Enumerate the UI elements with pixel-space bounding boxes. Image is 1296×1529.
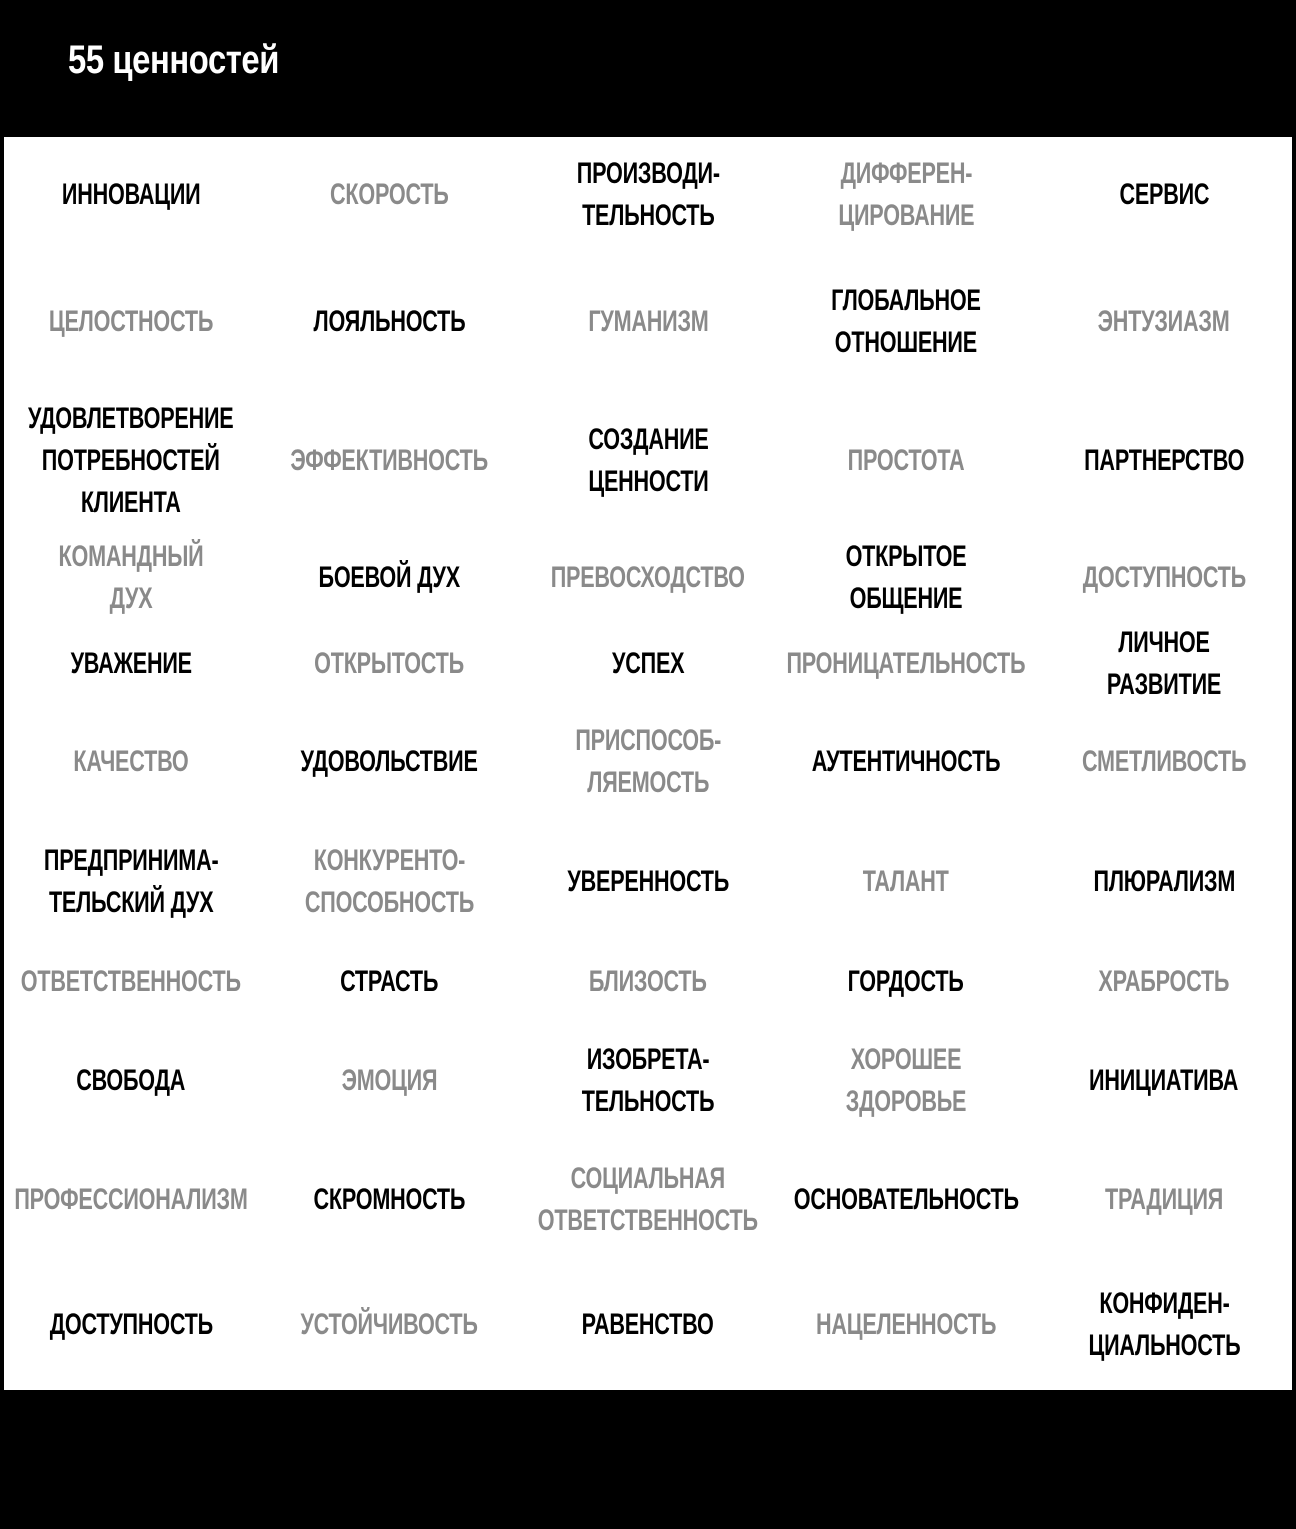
value-cell — [2, 1259, 260, 1390]
value-cell — [260, 625, 518, 703]
value-cell — [1035, 821, 1293, 943]
value-cell — [777, 625, 1035, 703]
value-cell — [1035, 1141, 1293, 1259]
value-cell — [777, 943, 1035, 1021]
value-label: ОТКРЫТОСТЬ — [314, 647, 464, 680]
value-label: СКРОМНОСТЬ — [313, 1183, 465, 1216]
value-cell — [1035, 137, 1293, 253]
value-cell — [777, 137, 1035, 253]
values-grid — [4, 137, 1292, 1390]
value-label: УВАЖЕНИЕ — [70, 647, 192, 680]
value-label: КОНКУРЕНТО- СПОСОБНОСТЬ — [304, 844, 474, 919]
value-label: ОСНОВАТЕЛЬНОСТЬ — [793, 1183, 1019, 1216]
value-label: ЭНТУЗИАЗМ — [1098, 305, 1230, 338]
value-label: ИЗОБРЕТА- ТЕЛЬНОСТЬ — [581, 1043, 715, 1118]
value-cell — [519, 703, 777, 821]
value-cell — [519, 1259, 777, 1390]
value-cell — [260, 1141, 518, 1259]
value-label: ХОРОШЕЕ ЗДОРОВЬЕ — [845, 1043, 967, 1118]
value-label: ИННОВАЦИИ — [61, 178, 201, 211]
value-cell — [260, 137, 518, 253]
value-cell — [260, 1021, 518, 1141]
value-label: СТРАСТЬ — [339, 965, 439, 998]
value-cell — [777, 1021, 1035, 1141]
value-label: ГЛОБАЛЬНОЕ ОТНОШЕНИЕ — [831, 284, 981, 359]
value-label: ЛОЯЛЬНОСТЬ — [313, 305, 465, 338]
value-label: ПАРТНЕРСТВО — [1083, 444, 1245, 477]
value-cell — [777, 531, 1035, 625]
value-label: НАЦЕЛЕННОСТЬ — [815, 1307, 997, 1341]
value-label: ИНИЦИАТИВА — [1089, 1064, 1239, 1097]
value-cell — [777, 703, 1035, 821]
value-cell — [519, 943, 777, 1021]
value-cell — [2, 703, 260, 821]
value-label: ТРАДИЦИЯ — [1104, 1183, 1224, 1216]
value-label: ЛИЧНОЕ РАЗВИТИЕ — [1106, 626, 1222, 701]
value-label: ПРОФЕССИОНАЛИЗМ — [14, 1183, 248, 1216]
value-label: СОЗДАНИЕ ЦЕННОСТИ — [587, 423, 709, 498]
value-label: ОТВЕТСТВЕННОСТЬ — [20, 965, 242, 998]
value-cell — [1035, 943, 1293, 1021]
value-label: СКОРОСТЬ — [329, 178, 449, 211]
value-cell — [519, 531, 777, 625]
value-cell — [777, 821, 1035, 943]
value-cell — [1035, 253, 1293, 391]
value-label: КАЧЕСТВО — [73, 745, 189, 778]
value-cell — [260, 943, 518, 1021]
value-label: БОЕВОЙ ДУХ — [318, 561, 460, 594]
value-label: ЭМОЦИЯ — [341, 1064, 437, 1097]
value-label: ПЛЮРАЛИЗМ — [1093, 865, 1235, 898]
value-cell — [2, 1021, 260, 1141]
value-label: ТАЛАНТ — [863, 865, 949, 898]
value-label: ПРЕВОСХОДСТВО — [550, 561, 746, 594]
value-cell — [777, 391, 1035, 531]
value-cell — [1035, 1259, 1293, 1390]
value-cell — [777, 1141, 1035, 1259]
page-title: 55 ценностей — [68, 38, 280, 82]
value-label: ЦЕЛОСТНОСТЬ — [48, 305, 214, 338]
value-cell — [519, 253, 777, 391]
value-label: ДОСТУПНОСТЬ — [49, 1307, 213, 1341]
footer-bar — [0, 1390, 1296, 1529]
value-cell — [2, 821, 260, 943]
value-cell — [260, 531, 518, 625]
value-label: УВЕРЕННОСТЬ — [567, 865, 729, 898]
value-cell — [2, 625, 260, 703]
value-label: СОЦИАЛЬНАЯ ОТВЕТСТВЕННОСТЬ — [537, 1162, 759, 1237]
value-label: ХРАБРОСТЬ — [1098, 965, 1230, 998]
value-label: СМЕТЛИВОСТЬ — [1081, 745, 1247, 778]
value-cell — [2, 253, 260, 391]
value-cell — [519, 137, 777, 253]
value-label: ГОРДОСТЬ — [847, 965, 965, 998]
value-label: ПРОСТОТА — [847, 444, 965, 477]
value-cell — [260, 391, 518, 531]
value-label: УСПЕХ — [611, 647, 685, 680]
value-label: ПРИСПОСОБ- ЛЯЕМОСТЬ — [575, 724, 721, 799]
value-label: УДОВОЛЬСТВИЕ — [300, 745, 478, 778]
value-label: АУТЕНТИЧНОСТЬ — [811, 745, 1001, 778]
value-cell — [519, 1021, 777, 1141]
value-cell — [260, 821, 518, 943]
value-cell — [519, 391, 777, 531]
value-label: УСТОЙЧИВОСТЬ — [300, 1307, 478, 1341]
value-label: БЛИЗОСТЬ — [589, 965, 707, 998]
value-label: ГУМАНИЗМ — [587, 305, 709, 338]
value-cell — [1035, 1021, 1293, 1141]
value-label: ПРОИЗВОДИ- ТЕЛЬНОСТЬ — [576, 157, 720, 232]
value-cell — [777, 1259, 1035, 1390]
value-cell — [2, 943, 260, 1021]
value-cell — [777, 253, 1035, 391]
value-label: СЕРВИС — [1119, 178, 1209, 211]
value-label: ЭФФЕКТИВНОСТЬ — [290, 444, 488, 477]
value-cell — [1035, 625, 1293, 703]
value-cell — [260, 703, 518, 821]
value-cell — [2, 391, 260, 531]
value-label: ДИФФЕРЕН- ЦИРОВАНИЕ — [838, 157, 974, 232]
header-bar — [0, 0, 1296, 137]
value-cell — [519, 625, 777, 703]
value-cell — [2, 137, 260, 253]
value-cell — [1035, 391, 1293, 531]
value-cell — [1035, 703, 1293, 821]
value-label: УДОВЛЕТВОРЕНИЕ ПОТРЕБНОСТЕЙ КЛИЕНТА — [28, 402, 234, 519]
value-cell — [2, 1141, 260, 1259]
value-cell — [519, 821, 777, 943]
value-label: ПРОНИЦАТЕЛЬНОСТЬ — [786, 647, 1026, 680]
value-label: ДОСТУПНОСТЬ — [1082, 561, 1246, 594]
value-cell — [519, 1141, 777, 1259]
value-cell — [260, 1259, 518, 1390]
value-label: ОТКРЫТОЕ ОБЩЕНИЕ — [845, 540, 967, 615]
value-label: СВОБОДА — [76, 1064, 186, 1097]
value-cell — [260, 253, 518, 391]
value-cell — [2, 531, 260, 625]
value-label: КОНФИДЕН- ЦИАЛЬНОСТЬ — [1088, 1286, 1240, 1362]
value-label: ПРЕДПРИНИМА- ТЕЛЬСКИЙ ДУХ — [43, 844, 219, 919]
value-label: РАВЕНСТВО — [582, 1307, 714, 1341]
value-cell — [1035, 531, 1293, 625]
value-label: КОМАНДНЫЙ ДУХ — [58, 540, 204, 615]
